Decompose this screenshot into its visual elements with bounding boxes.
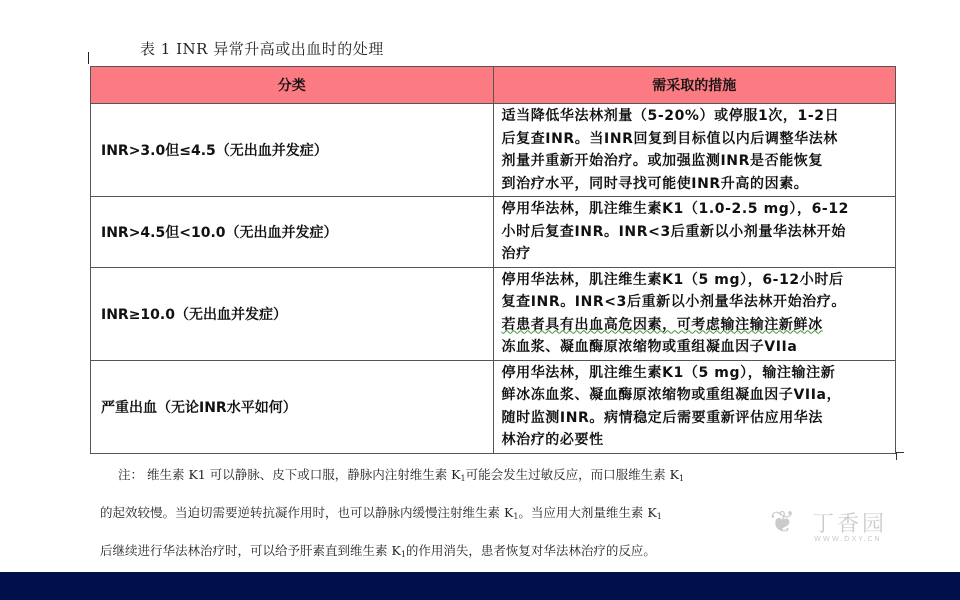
table-header-row (91, 67, 896, 104)
action-line: 冻血浆、凝血酶原浓缩物或重组凝血因子VIIa (501, 339, 798, 355)
action-line: 适当降低华法林剂量（5-20%）或停服1次，1-2日 (501, 108, 840, 124)
corner-mark (88, 52, 90, 64)
row-action (493, 360, 896, 453)
table-caption: 表 1 INR 异常升高或出血时的处理 (140, 40, 384, 58)
header-category: 分类 (91, 67, 494, 104)
action-line: 停用华法林，肌注维生素K1（5 mg），输注输注新 (501, 364, 836, 381)
subscript: 1 (460, 474, 466, 483)
note-line (100, 534, 900, 572)
subscript: 1 (656, 512, 662, 521)
footer-bar (0, 572, 960, 600)
action-line: 林治疗的必要性 (501, 432, 604, 448)
action-line: 停用华法林，肌注维生素K1（5 mg），6-12小时后 (501, 271, 844, 288)
action-line: 小时后复查INR。INR<3后重新以小剂量华法林开始 (501, 223, 846, 240)
row-action (493, 197, 896, 268)
action-line: 复查INR。INR<3后重新以小剂量华法林开始治疗。 (501, 294, 846, 310)
row-action (493, 267, 896, 360)
table-row (91, 197, 896, 268)
row-category: INR>4.5但<10.0（无出血并发症） (91, 197, 494, 268)
table-row (91, 267, 896, 360)
table-row (91, 104, 896, 197)
action-line: 治疗 (501, 246, 531, 262)
watermark-url: WWW.DXY.CN (814, 535, 882, 543)
action-line: 鲜冰冻血浆、凝血酶原浓缩物或重组凝血因子VIIa， (501, 387, 842, 403)
action-line: 后复查INR。当INR回复到目标值以内后调整华法林 (501, 130, 838, 147)
note-line (100, 496, 900, 534)
row-category: INR≥10.0（无出血并发症） (91, 267, 494, 360)
note-text: 可能会发生过敏反应，而口服维生素 K (465, 467, 679, 482)
row-category: 严重出血（无论INR水平如何） (91, 360, 494, 453)
inr-management-table (90, 66, 896, 454)
table-notes (100, 458, 900, 572)
subscript: 1 (400, 550, 406, 559)
action-line: 若患者具有出血高危因素，可考虑输注输注新鲜冰 (501, 316, 823, 333)
action-line: 到治疗水平，同时寻找可能使INR升高的因素。 (501, 175, 809, 192)
note-text: 。当应用大剂量维生素 K (518, 505, 657, 520)
note-text: 后继续进行华法林治疗时，可以给予肝素直到维生素 K (100, 543, 401, 558)
action-line: 随时监测INR。病情稳定后需要重新评估应用华法 (501, 409, 824, 426)
action-line: 停用华法林，肌注维生素K1（1.0-2.5 mg），6-12 (501, 201, 850, 217)
row-action (493, 104, 896, 197)
row-category: INR>3.0但≤4.5（无出血并发症） (91, 104, 494, 197)
table-row (91, 360, 896, 453)
watermark-logo-icon: ❦ (770, 505, 796, 540)
subscript: 1 (513, 512, 519, 521)
watermark-name: 丁香园 (812, 512, 888, 537)
header-action: 需采取的措施 (493, 67, 896, 104)
note-text: 的起效较慢。当迫切需要逆转抗凝作用时，也可以静脉内缓慢注射维生素 K (100, 505, 514, 520)
note-text: 的作用消失，患者恢复对华法林治疗的反应。 (405, 543, 656, 558)
note-text: 注： 维生素 K1 可以静脉、皮下或口服，静脉内注射维生素 K (118, 467, 461, 482)
subscript: 1 (678, 474, 685, 483)
action-line: 剂量并重新开始治疗。或加强监测INR是否能恢复 (501, 153, 824, 169)
note-line (100, 458, 900, 496)
